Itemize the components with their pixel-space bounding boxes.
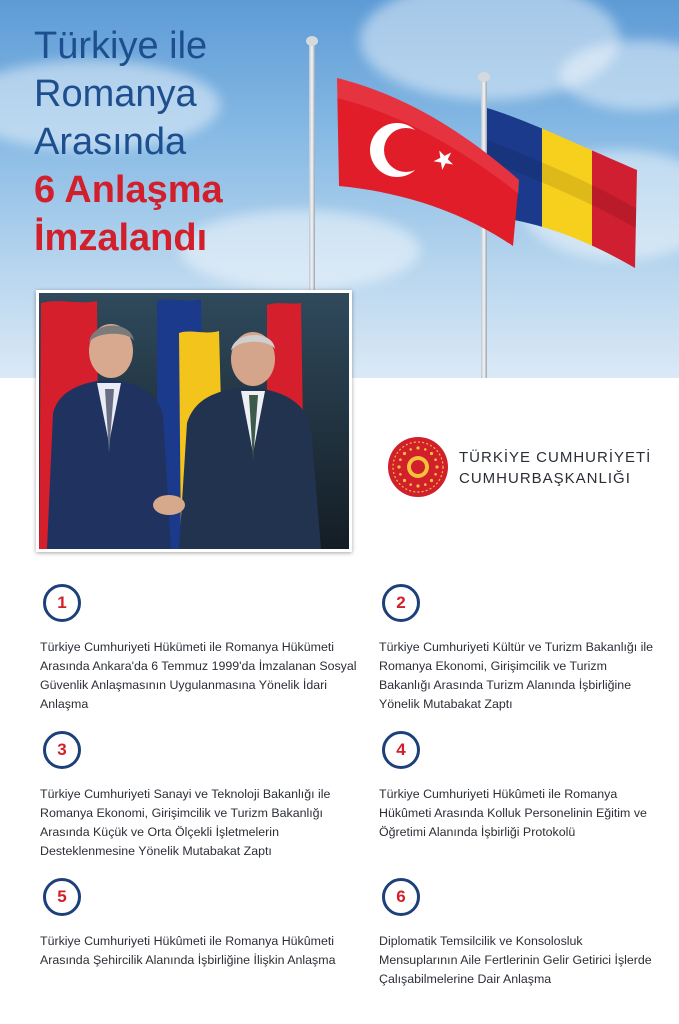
agreement-item-4: [379, 731, 659, 842]
turkey-flag: [313, 62, 523, 250]
headline-line-1: Türkiye ile: [34, 25, 208, 67]
agreement-text: Türkiye Cumhuriyeti Hükûmeti ile Romanya Hükûmeti Arasında Kolluk Personelinin Eğitim ve Öğretimi Alanında İşbirliği Protokolü: [379, 787, 647, 839]
agreement-item-6: [379, 878, 659, 989]
agreement-number-badge: 2: [382, 584, 420, 622]
headline-line-2: Romanya: [34, 73, 197, 115]
agreement-number-badge: 4: [382, 731, 420, 769]
agreement-number-badge: 3: [43, 731, 81, 769]
agreement-text: Diplomatik Temsilcilik ve Konsolosluk Mensuplarının Aile Fertlerinin Gelir Getirici İşlerde Çalışabilmelerine Dair Anlaşma: [379, 934, 652, 986]
handshake-illustration: [39, 293, 349, 549]
leaders-handshake-photo: [36, 290, 352, 552]
headline: [34, 22, 223, 262]
agreement-number-badge: 6: [382, 878, 420, 916]
agreement-item-1: [40, 584, 358, 714]
headline-line-5: İmzalandı: [34, 217, 208, 259]
agreement-number-badge: 5: [43, 878, 81, 916]
agreement-text: Türkiye Cumhuriyeti Hükûmeti ile Romanya Hükûmeti Arasında Şehircilik Alanında İşbirliğine İlişkin Anlaşma: [40, 934, 336, 967]
agreement-item-5: [40, 878, 358, 970]
headline-line-4: 6 Anlaşma: [34, 169, 223, 211]
agreement-number-badge: 1: [43, 584, 81, 622]
headline-line-3: Arasında: [34, 121, 187, 163]
presidential-seal-icon: [387, 436, 449, 498]
agreement-item-2: [379, 584, 659, 714]
flag-pole-cap-left: [306, 36, 318, 46]
organization-name: [459, 447, 651, 489]
agreement-text: Türkiye Cumhuriyeti Hükümeti ile Romanya Hükümeti Arasında Ankara'da 6 Temmuz 1999'da İmzalanan Sosyal Güvenlik Anlaşmasının Uygulanmasına Yönelik İdari Anlaşma: [40, 640, 357, 711]
agreement-text: Türkiye Cumhuriyeti Sanayi ve Teknoloji Bakanlığı ile Romanya Ekonomi, Girişimcilik ve Turizm Bakanlığı Arasında Küçük ve Orta Ölçekli İşletmelerin Desteklenmesine Yönelik Mutabakat Zaptı: [40, 787, 331, 858]
organization-line-1: TÜRKİYE CUMHURİYETİ: [459, 449, 652, 466]
agreement-item-3: [40, 731, 358, 861]
agreement-text: Türkiye Cumhuriyeti Kültür ve Turizm Bakanlığı ile Romanya Ekonomi, Girişimcilik ve Turizm Bakanlığı Arasında Turizm Alanında İşbirliğine Yönelik Mutabakat Zaptı: [379, 640, 654, 711]
organization-line-2: CUMHURBAŞKANLIĞI: [459, 470, 631, 487]
